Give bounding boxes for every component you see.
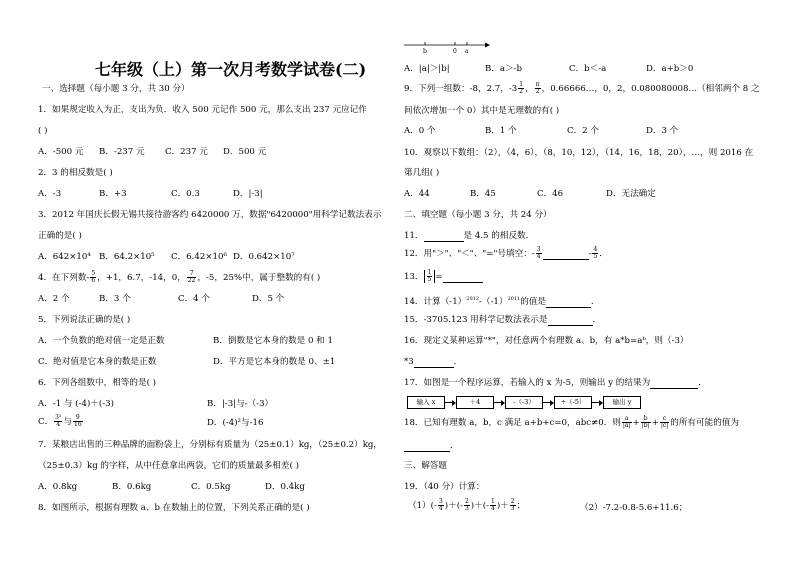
q14-text: 14．计算$(-1)^{2012}-(-1)^{2011}$的值是 ． <box>404 296 600 307</box>
fraction-4-5: $\frac{4}{5}$ <box>593 246 598 260</box>
q4-option-c: C．4 个 <box>178 294 210 304</box>
fraction-1-2: $\frac{1}{2}$ <box>519 81 524 95</box>
q12-text: 12．用"＞"、"＜"、"="号填空：- $\frac{3}{4}$ - $\frac{4}{5}$ ． <box>404 246 608 260</box>
q7-option-b: B．0.6kg <box>112 482 152 492</box>
answer-blank[interactable] <box>543 250 589 260</box>
q6-option-c: C． $\frac{\text{3²}}{4}$ 与 $\frac{9}{16}$ <box>38 414 82 428</box>
q18-text: 18．已知有理数 a，b，c 满足 a+b+c=0，abc≠0．则 $\frac{a}{|a|}$ + $\frac{b}{|b|}$ + $\frac{c}{|c|}$ 的所有可能的值为 <box>404 415 739 429</box>
fraction-2-3: $\frac{2}{3}$ <box>464 498 469 512</box>
q7-text-2: （25±0.3）kg 的字样，从中任意拿出两袋，它们的质量最多相差( ) <box>38 461 299 471</box>
q3-option-b: B．64.2×10⁵ <box>99 252 155 262</box>
fraction-b-abs-b: $\frac{b}{|b|}$ <box>641 415 650 429</box>
q1-option-a: A．-500 元 <box>38 147 84 157</box>
flow-input-box: 输入 x <box>407 396 445 409</box>
fraction-3-4: $\frac{3}{4}$ <box>438 498 443 512</box>
q2-option-a: A．-3 <box>38 189 62 199</box>
q4-option-b: B．3 个 <box>99 294 131 304</box>
q3-text-2: 正确的是( ) <box>38 231 82 241</box>
answer-blank[interactable] <box>443 273 483 283</box>
q16-text-2: *3 ． <box>404 357 463 367</box>
number-line-label-a: a <box>465 48 469 55</box>
q9-text-2: 间依次增加一个 0）其中是无理数的有( ) <box>404 106 560 116</box>
q6-option-d: D．(-4)²与-16 <box>207 418 264 428</box>
q9-option-c: C．2 个 <box>567 126 599 136</box>
q19-part-1: （1）(- $\frac{3}{4}$ )＋(- $\frac{2}{3}$ )＋(- $\frac{1}{4}$ )＋ $\frac{2}{3}$ ； <box>408 498 526 512</box>
answer-blank[interactable] <box>404 442 450 452</box>
q9-option-b: B．1 个 <box>485 126 517 136</box>
q3-option-a: A．642×10⁴ <box>38 252 91 262</box>
q2-option-b: B．+3 <box>99 189 127 199</box>
q8-option-c: C．b＜-a <box>569 64 607 74</box>
answer-blank[interactable] <box>650 379 698 389</box>
section-fill-heading: 二、填空题（每小题 3 分，共 24 分） <box>404 210 552 220</box>
q5-option-d: D．平方是它本身的数是 0、±1 <box>213 357 336 367</box>
q7-option-a: A．0.8kg <box>38 482 78 492</box>
section-choice-heading: 一、选择题（每小题 3 分，共 30 分） <box>42 84 190 94</box>
q7-option-c: C．0.5kg <box>191 482 231 492</box>
q1-option-b: B．-237 元 <box>99 147 145 157</box>
q1-bracket: ( ) <box>38 126 48 136</box>
q1-option-d: D．500 元 <box>223 147 267 157</box>
q2-option-d: D．|-3| <box>233 189 263 199</box>
fraction-c-abs-c: $\frac{c}{|c|}$ <box>660 415 669 429</box>
q9-text: 9．下列一组数：-8，2.7，-3 $\frac{1}{2}$ ， $\frac{\pi}{2}$ ，0.66666…，0，2，0.080080008…（相邻两个 8 之 <box>404 81 760 95</box>
flow-arrow <box>542 402 553 403</box>
q10-option-b: B．45 <box>470 189 496 199</box>
flow-arrow <box>591 402 602 403</box>
q4-option-a: A．2 个 <box>38 294 70 304</box>
fraction-3sq-4: $\frac{\text{3²}}{4}$ <box>55 414 62 428</box>
q10-text: 10．观察以下数组：（2），（4，6），（8，10，12），（14，16，18，20），…，则 2016 在 <box>404 148 754 158</box>
flow-arrow <box>444 402 455 403</box>
q6-option-a: A．-1 与 (-4)＋(-3) <box>38 399 114 409</box>
section-solve-heading: 三、解答题 <box>404 461 447 471</box>
q9-option-d: D．3 个 <box>646 126 679 136</box>
q10-text-2: 第几组( ) <box>404 168 440 178</box>
q1-option-c: C．237 元 <box>165 147 208 157</box>
flow-add-4-box: ＋4 <box>456 396 494 409</box>
q10-option-d: D．无法确定 <box>606 189 656 199</box>
fraction-3-4: $\frac{3}{4}$ <box>536 246 541 260</box>
fraction-a-abs-a: $\frac{a}{|a|}$ <box>622 415 631 429</box>
q3-text: 3．2012 年国庆长假无锡共接待游客约 6420000 万，数据"6420000"用科学记数法表示 <box>38 210 382 220</box>
q8-text: 8．如图所示，根据有理数 a、b 在数轴上的位置，下列关系正确的是( ) <box>38 503 310 513</box>
answer-blank[interactable] <box>414 358 454 368</box>
q11-text: 11． 是 4.5 的相反数． <box>404 231 535 241</box>
q5-text: 5．下列说法正确的是( ) <box>38 315 131 325</box>
q2-text: 2．3 的相反数是( ) <box>38 168 113 178</box>
fraction-1-5: $\frac{1}{5}$ <box>427 269 432 283</box>
fraction-1-4: $\frac{1}{4}$ <box>490 498 495 512</box>
q19-text: 19．（40 分）计算： <box>404 482 485 492</box>
answer-blank[interactable] <box>546 298 591 308</box>
q6-option-b: B．|-3|与-（-3） <box>207 399 274 409</box>
fraction-pi-2: $\frac{\pi}{2}$ <box>535 81 540 95</box>
q1-text: 1．如果规定收入为正，支出为负．收入 500 元记作 500 元，那么支出 237 元应记作 <box>38 105 367 115</box>
number-line-label-b: b <box>423 48 427 55</box>
fraction-5-6: $\frac{5}{6}$ <box>91 270 96 284</box>
q5-option-c: C．绝对值是它本身的数是正数 <box>38 357 157 367</box>
flow-output-box: 输出 y <box>603 396 641 409</box>
q5-option-b: B．倒数是它本身的数是 0 和 1 <box>213 336 333 346</box>
q9-option-a: A．0 个 <box>404 126 436 136</box>
q4-option-d: D．5 个 <box>252 294 285 304</box>
q4-text: 4．在下列数- $\frac{5}{6}$ ，+1，6.7，-14，0， $\frac{7}{22}$ ，-5，25%中，属于整数的有( ) <box>38 270 321 284</box>
q2-option-c: C．0.3 <box>171 189 200 199</box>
q7-option-d: D．0.4kg <box>265 482 305 492</box>
q3-option-c: C．6.42×10⁶ <box>171 252 227 262</box>
fraction-2-3: $\frac{2}{3}$ <box>510 498 515 512</box>
q10-option-c: C．46 <box>537 189 564 199</box>
q13-text: 13． $\frac{1}{5}$ = <box>404 270 483 283</box>
fraction-9-16: $\frac{9}{16}$ <box>74 414 82 428</box>
q17-text: 17．如图是一个程序运算，若输入的 x 为-5，则输出 y 的结果为 ． <box>404 378 707 388</box>
q5-option-a: A．一个负数的绝对值一定是正数 <box>38 336 165 346</box>
absolute-value-bars <box>424 270 436 283</box>
q8-option-b: B．a＞-b <box>485 64 523 74</box>
q15-text: 15．-3705.123 用科学记数法表示是 ． <box>404 315 602 325</box>
number-line-figure <box>401 40 493 56</box>
q7-text: 7．某粮店出售的三种品牌的面粉袋上，分别标有质量为（25±0.1）kg，（25±0.2）kg， <box>38 440 383 450</box>
q8-option-d: D．a+b＞0 <box>646 64 694 74</box>
q19-part-2: （2）-7.2-0.8-5.6+11.6； <box>580 503 688 513</box>
q8-option-a: A．|a|＞|b| <box>404 64 450 74</box>
q10-option-a: A．44 <box>404 189 430 199</box>
answer-blank[interactable] <box>424 232 464 242</box>
flow-minus-neg3-box: -（-3） <box>505 396 543 409</box>
q18-text-2: ． <box>404 441 459 452</box>
flow-arrow <box>493 402 504 403</box>
q16-text: 16．现定义某种运算"*"，对任意两个有理数 a、b，有 a*b=aᵇ，则（-3） <box>404 336 689 346</box>
fraction-7-22: $\frac{7}{22}$ <box>187 270 196 284</box>
number-line-label-zero: 0 <box>453 48 457 55</box>
answer-blank[interactable] <box>548 316 593 326</box>
q6-text: 6．下列各组数中，相等的是( ) <box>38 378 157 388</box>
q3-option-d: D．0.642×10⁷ <box>233 252 295 262</box>
page-title: 七年级（上）第一次月考数学试卷(二) <box>95 60 367 79</box>
flow-divide-neg5-box: ÷（-5） <box>554 396 592 409</box>
